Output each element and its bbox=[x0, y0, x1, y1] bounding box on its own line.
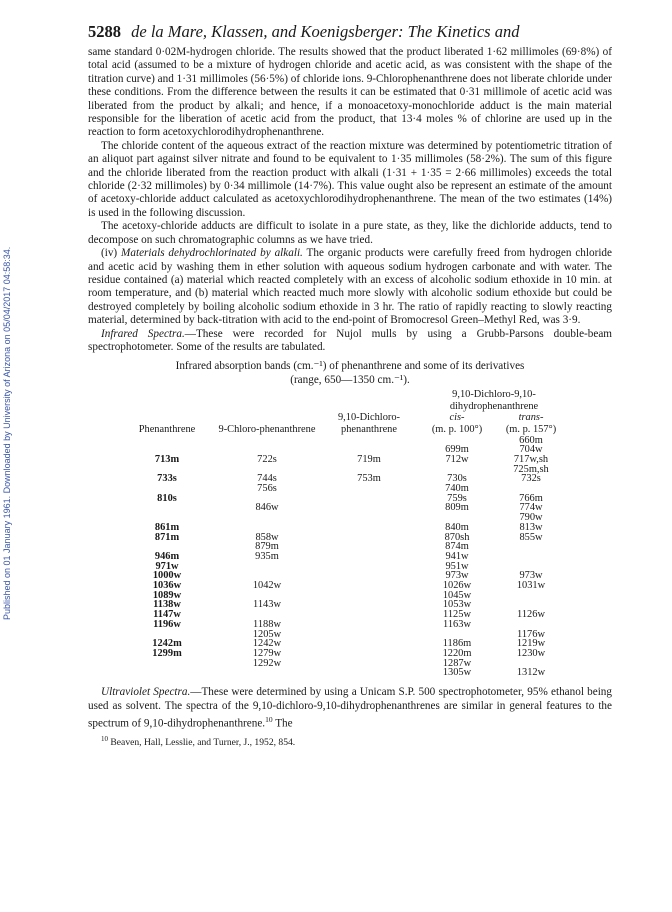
table-cell: 1186m bbox=[442, 638, 472, 650]
table-row bbox=[118, 465, 568, 475]
download-watermark-text: Published on 01 January 1961. Downloaded by University of Arizona on 05/04/2017 04:58:34. bbox=[2, 246, 12, 620]
page-content bbox=[88, 22, 612, 748]
download-watermark bbox=[0, 150, 16, 620]
paragraph: The chloride content of the aqueous extract of the reaction mixture was determined by potentiometric titration of an aliquot part against silver nitrate and found to be equivalent to 1·35 millimoles (58·2%). The sum of this figure and the chloride liberated from the reaction product with alkali (1·31 + 1·35 = 2·66 millimoles) exceeds the total chloride (2·32 millimoles) by 0·34 millimole (14·7%). This value ought also be represent an estimate of the amount of acetoxy-chloride adduct calculated as acetoxychlorodihydrophenanthrene. The mean of the two estimates (14%) is used in the following discussion. bbox=[88, 139, 612, 219]
table-cell: 744s bbox=[257, 473, 277, 485]
table-cell: 973w bbox=[445, 570, 469, 582]
table-cell bbox=[318, 494, 420, 504]
table-row bbox=[118, 503, 568, 513]
table-cell: 810s bbox=[157, 492, 177, 504]
table-cell: 1089w bbox=[152, 589, 182, 601]
table-cell: 809m bbox=[445, 502, 469, 514]
table-cell bbox=[318, 436, 420, 446]
table-row bbox=[118, 552, 568, 562]
page-number: 5288 bbox=[88, 22, 121, 41]
table-row bbox=[118, 445, 568, 455]
table-cell bbox=[318, 503, 420, 513]
table-cell bbox=[318, 523, 420, 533]
table-cell: 759s bbox=[447, 492, 467, 504]
paragraph-iv-label: (iv) bbox=[101, 247, 122, 260]
paragraph-iv-text: The organic products were carefully freed from hydrogen chloride and acetic acid by washing them in ether solution with aqueous sodium hydrogen carbonate and with water. The residue contained (a) material which reacted completely with an excess of alcoholic sodium ethoxide in 10 min. at room temperature, and (b) material which reacted much more slowly with alcoholic sodium ethoxide but could be destroyed completely by boiling alcoholic sodium ethoxide in 3 hr. The ratio of rapidly reacting to slowly reacting material, determined by back-titration with acid to the end-point of Bromocresol Green–Methyl Red, was 3·9. bbox=[88, 247, 612, 327]
table-cell bbox=[118, 436, 216, 446]
table-cell: 1219w bbox=[516, 638, 546, 650]
table-cell: 1220m bbox=[442, 648, 472, 659]
table-cell: 1045w bbox=[442, 589, 472, 601]
column-group-header: 9,10-Dichloro-9,10-dihydrophenanthrene bbox=[449, 389, 539, 412]
table-cell: 1196w bbox=[153, 618, 181, 630]
table-row bbox=[118, 571, 568, 581]
column-header-cis: cis- bbox=[449, 412, 465, 424]
table-cell: 813w bbox=[519, 521, 543, 533]
table-row bbox=[118, 649, 568, 659]
table-row bbox=[118, 639, 568, 649]
table-cell: 1299m bbox=[152, 648, 182, 659]
table-cell: 935m bbox=[255, 550, 279, 562]
table-caption-line2: (range, 650—1350 cm.⁻¹). bbox=[290, 373, 410, 386]
reference-mark: 10 bbox=[265, 714, 273, 724]
table-cell: 699m bbox=[445, 444, 469, 456]
table-caption-line1: Infrared absorption bands (cm.⁻¹) of phenanthrene and some of its derivatives bbox=[175, 360, 525, 373]
column-subheader-trans: (m. p. 157°) bbox=[505, 423, 557, 435]
table-cell: 660m bbox=[519, 434, 543, 446]
table-cell: 846w bbox=[255, 502, 279, 514]
table-cell: 730s bbox=[447, 473, 467, 485]
table-cell: 1126w bbox=[517, 609, 545, 621]
table-row bbox=[118, 659, 568, 669]
table-cell: 1292w bbox=[252, 657, 282, 669]
table-cell: 712w bbox=[445, 453, 469, 465]
table-cell: 1305w bbox=[442, 667, 472, 679]
table-cell: 1147w bbox=[153, 609, 181, 621]
table-row bbox=[118, 484, 568, 494]
table-row bbox=[118, 542, 568, 552]
table-row bbox=[118, 513, 568, 523]
table-row bbox=[118, 610, 568, 620]
table-row bbox=[118, 533, 568, 543]
table-cell: 858w bbox=[255, 531, 279, 543]
infrared-text: —These were recorded for Nujol mulls by using a Grubb-Parsons double-beam spectrophotometer. Some of the results are tabulated. bbox=[88, 327, 613, 353]
table-cell bbox=[318, 649, 420, 659]
table-cell: 1125w bbox=[443, 609, 471, 621]
table-cell: 946m bbox=[154, 550, 180, 562]
footnote-text: Beaven, Hall, Lesslie, and Turner, J., 1952, 854. bbox=[108, 737, 296, 749]
column-header-trans: trans- bbox=[518, 412, 544, 424]
table-cell bbox=[318, 562, 420, 572]
table-cell: 733s bbox=[157, 473, 177, 485]
table-cell bbox=[494, 552, 568, 562]
table-cell bbox=[318, 533, 420, 543]
table-cell: 1031w bbox=[516, 580, 546, 592]
ultraviolet-tail: The bbox=[272, 717, 293, 730]
column-header-phenanthrene: Phenanthrene bbox=[138, 423, 196, 435]
table-cell: 870sh bbox=[444, 531, 470, 543]
table-cell bbox=[318, 659, 420, 669]
table-cell: 717w,sh bbox=[513, 453, 549, 465]
table-cell: 1042w bbox=[252, 580, 282, 592]
table-cell: 753m bbox=[357, 473, 381, 485]
table-cell bbox=[318, 620, 420, 630]
table-cell: 766m bbox=[519, 492, 543, 504]
table-cell: 1138w bbox=[153, 599, 181, 611]
table-cell: 1188w bbox=[253, 618, 281, 630]
table-cell bbox=[318, 581, 420, 591]
table-cell bbox=[216, 668, 318, 678]
table-row bbox=[118, 455, 568, 465]
table-cell: 879m bbox=[255, 541, 279, 553]
table-cell bbox=[216, 436, 318, 446]
table-cell: 861m bbox=[154, 521, 180, 533]
paragraph: The acetoxy-chloride adducts are difficult to isolate in a pure state, as they, like the dichloride adducts, tend to decompose on such chromatographic columns as we have tried. bbox=[88, 220, 612, 246]
table-row bbox=[118, 591, 568, 601]
table-cell bbox=[318, 552, 420, 562]
table-cell: 1242w bbox=[252, 638, 282, 650]
table-cell: 719m bbox=[357, 453, 381, 465]
table-cell bbox=[318, 639, 420, 649]
table-cell bbox=[318, 591, 420, 601]
table-row bbox=[118, 474, 568, 484]
table-cell: 1143w bbox=[253, 599, 281, 611]
footnote bbox=[88, 735, 612, 748]
table-cell: 1176w bbox=[517, 628, 545, 640]
table-cell: 971w bbox=[155, 560, 179, 572]
paragraph-iv-title: Materials dehydrochlorinated by alkali. bbox=[121, 247, 303, 260]
table-cell bbox=[318, 542, 420, 552]
paragraph-iv bbox=[88, 247, 612, 327]
footnote-mark: 10 bbox=[101, 735, 108, 744]
table-cell: 1205w bbox=[252, 628, 282, 640]
table-cell: 1312w bbox=[516, 667, 546, 679]
paragraph-infrared bbox=[88, 328, 612, 355]
table-row bbox=[118, 668, 568, 678]
table-cell: 1026w bbox=[442, 580, 472, 592]
table-cell: 704w bbox=[519, 444, 543, 456]
table-cell bbox=[216, 513, 318, 523]
table-cell: 874m bbox=[445, 541, 469, 553]
table-row bbox=[118, 494, 568, 504]
table-cell: 756s bbox=[257, 483, 277, 495]
table-cell: 1163w bbox=[443, 618, 471, 630]
table-cell: 725m,sh bbox=[513, 463, 549, 475]
paragraph: same standard 0·02M-hydrogen chloride. The results showed that the product liberated 1·62 millimoles (69·8%) of total acid (assumed to be a mixture of hydrogen chloride and acetic acid, as was consistent with the shape of the titration curve) and 1·31 millimoles (56·5%) of chloride ions. 9-Chlorophenanthrene does not liberate chloride under these conditions. From the difference between the results it can be estimated that 0·31 millimole of acetic acid was liberated from the product by alkali; and hence, if a monoacetoxy-monochloride adduct is the main material responsible for the liberation of acetic acid from the product, that 13·4 moles % of chlorine are used up in the reaction to form acetoxychlorodihydrophenanthrene. bbox=[88, 46, 612, 139]
column-header-9-10-dichloro: 9,10-Dichloro-phenanthrene bbox=[337, 412, 401, 435]
table-cell bbox=[118, 668, 216, 678]
table-cell: 871m bbox=[154, 531, 180, 543]
body-text bbox=[88, 46, 612, 354]
infrared-heading: Infrared Spectra. bbox=[101, 327, 185, 340]
table-caption bbox=[88, 360, 612, 387]
table-cell: 840m bbox=[445, 521, 469, 533]
table-cell bbox=[318, 571, 420, 581]
table-cell: 790w bbox=[519, 512, 543, 524]
table-cell: 1053w bbox=[442, 599, 472, 611]
table-cell bbox=[494, 591, 568, 601]
table-cell: 1230w bbox=[516, 648, 546, 659]
table-cell: 1242m bbox=[152, 638, 182, 650]
table-cell: 941w bbox=[445, 550, 469, 562]
table-row bbox=[118, 523, 568, 533]
column-header-9-chloro: 9-Chloro-phenanthrene bbox=[218, 423, 316, 435]
table-cell bbox=[318, 513, 420, 523]
table-row bbox=[118, 600, 568, 610]
infrared-table-body bbox=[118, 436, 568, 679]
table-row bbox=[118, 630, 568, 640]
table-cell bbox=[318, 610, 420, 620]
table-cell: 740m bbox=[445, 483, 469, 495]
ultraviolet-heading: Ultraviolet Spectra. bbox=[101, 686, 191, 699]
running-header bbox=[88, 22, 612, 42]
table-cell: 713m bbox=[154, 453, 180, 465]
table-row bbox=[118, 436, 568, 446]
table-cell: 1279w bbox=[252, 648, 282, 659]
table-cell: 774w bbox=[519, 502, 543, 514]
table-cell bbox=[318, 484, 420, 494]
after-table-text bbox=[88, 686, 612, 731]
paragraph-ultraviolet bbox=[88, 686, 612, 731]
table-row bbox=[118, 620, 568, 630]
infrared-table bbox=[118, 389, 568, 678]
table-cell bbox=[318, 668, 420, 678]
table-cell bbox=[118, 503, 216, 513]
table-cell: 722s bbox=[257, 453, 277, 465]
table-cell bbox=[318, 630, 420, 640]
table-cell bbox=[494, 542, 568, 552]
table-cell: 951w bbox=[445, 560, 469, 572]
table-row bbox=[118, 562, 568, 572]
table-cell bbox=[118, 659, 216, 669]
table-cell: 1000w bbox=[152, 570, 182, 582]
table-cell: 855w bbox=[519, 531, 543, 543]
table-cell: 973w bbox=[519, 570, 543, 582]
table-cell: 732s bbox=[521, 473, 541, 485]
running-title: de la Mare, Klassen, and Koenigsberger: The Kinetics and bbox=[131, 22, 520, 41]
table-row bbox=[118, 581, 568, 591]
column-subheader-cis: (m. p. 100°) bbox=[431, 423, 483, 435]
table-cell: 1036w bbox=[152, 580, 182, 592]
table-cell: 1287w bbox=[442, 657, 472, 669]
table-cell bbox=[216, 562, 318, 572]
table-cell bbox=[318, 600, 420, 610]
ultraviolet-text: —These were determined by using a Unicam S.P. 500 spectrophotometer, 95% ethanol being used as solvent. The spectra of the 9,10-dichloro-9,10-dihydrophenanthrenes are similar in general features to the spectrum of 9,10-dihydrophenanthrene. bbox=[88, 686, 612, 730]
